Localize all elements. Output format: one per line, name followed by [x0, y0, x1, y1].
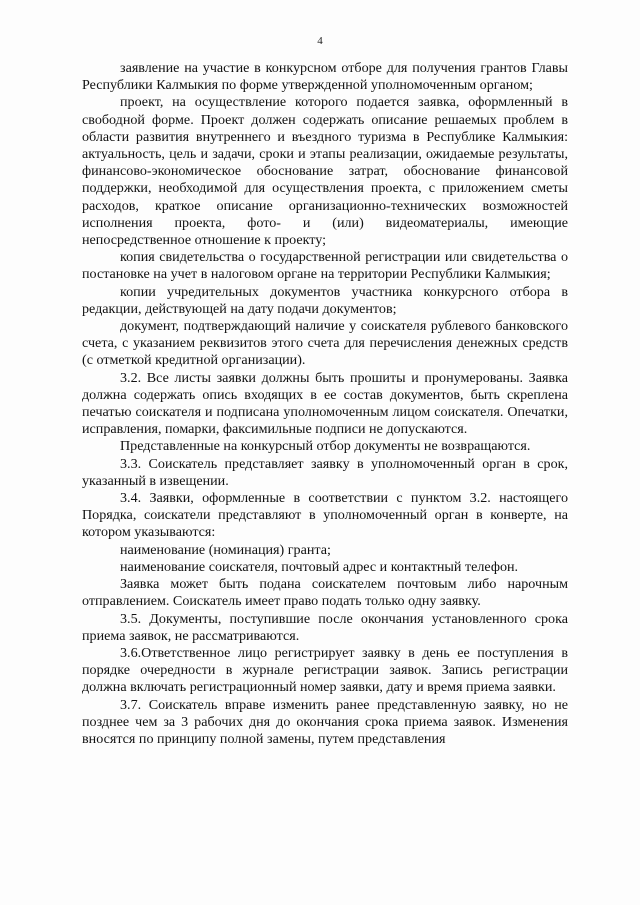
- paragraph-applicant-name: наименование соискателя, почтовый адрес и контактный телефон.: [120, 558, 519, 575]
- paragraph-3-4: 3.4. Заявки, оформленные в соответствии с пунктом 3.2. настоящего Порядка, соискатели представляют в уполномоченный орган в конверте, на котором указываются:: [82, 490, 568, 541]
- paragraph-3-6: 3.6.Ответственное лицо регистрирует заявку в день ее поступления в порядке очередности в журнале регистрации заявок. Запись регистрации должна включать регистрационный номер заявки, дату и время приема заявки.: [82, 644, 568, 696]
- paragraph-application-form: заявление на участие в конкурсном отборе для получения грантов Главы Республики Калмыкия по форме утвержденной уполномоченным органом;: [82, 60, 568, 94]
- paragraph-founding-docs: копии учредительных документов участника конкурсного отбора в редакции, действующей на дату подачи документов;: [82, 283, 568, 317]
- paragraph-3-7: 3.7. Соискатель вправе изменить ранее представленную заявку, но не позднее чем за 3 рабочих дня до окончания срока приема заявок. Изменения вносятся по принципу полной замены, путем представления: [82, 696, 568, 747]
- paragraph-3-2: 3.2. Все листы заявки должны быть прошиты и пронумерованы. Заявка должна содержать опись входящих в ее состав документов, быть скреплена печатью соискателя и подписана уполномоченным лицом соискателя. Опечатки, исправления, помарки, факсимильные подписи не допускаются.: [82, 369, 568, 438]
- paragraph-submission-method: Заявка может быть подана соискателем почтовым либо нарочным отправлением. Соискатель имеет право подать только одну заявку.: [82, 576, 568, 610]
- paragraph-grant-name: наименование (номинация) гранта;: [120, 541, 331, 558]
- paragraph-docs-not-returned: Представленные на конкурсный отбор документы не возвращаются.: [120, 438, 531, 455]
- paragraph-project: проект, на осуществление которого подается заявка, оформленный в свободной форме. Проект должен содержать описание решаемых проблем в области развития внутреннего и въездного туризма в Республике Калмыкия: актуальность, цель и задачи, сроки и этапы реализации, ожидаемые результаты, финансово-экономическое обоснование затрат, обоснование финансовой поддержки, необходимой для осуществления проекта, с приложением сметы расходов, краткое описание организационно-технических возможностей исполнения проекта, фото- и (или) видеоматериалы, имеющие непосредственное отношение к проекту;: [82, 94, 568, 249]
- paragraph-3-3: 3.3. Соискатель представляет заявку в уполномоченный орган в срок, указанный в извещении.: [82, 455, 568, 489]
- document-body: [82, 60, 568, 748]
- page-number: 4: [317, 35, 323, 47]
- paragraph-3-5: 3.5. Документы, поступившие после окончания установленного срока приема заявок, не рассматриваются.: [82, 610, 568, 644]
- paragraph-registration-copy: копия свидетельства о государственной регистрации или свидетельства о постановке на учет в налоговом органе на территории Республики Калмыкия;: [82, 249, 568, 283]
- paragraph-bank-account: документ, подтверждающий наличие у соискателя рублевого банковского счета, с указанием реквизитов этого счета для перечисления денежных средств (с отметкой кредитной организации).: [82, 318, 568, 369]
